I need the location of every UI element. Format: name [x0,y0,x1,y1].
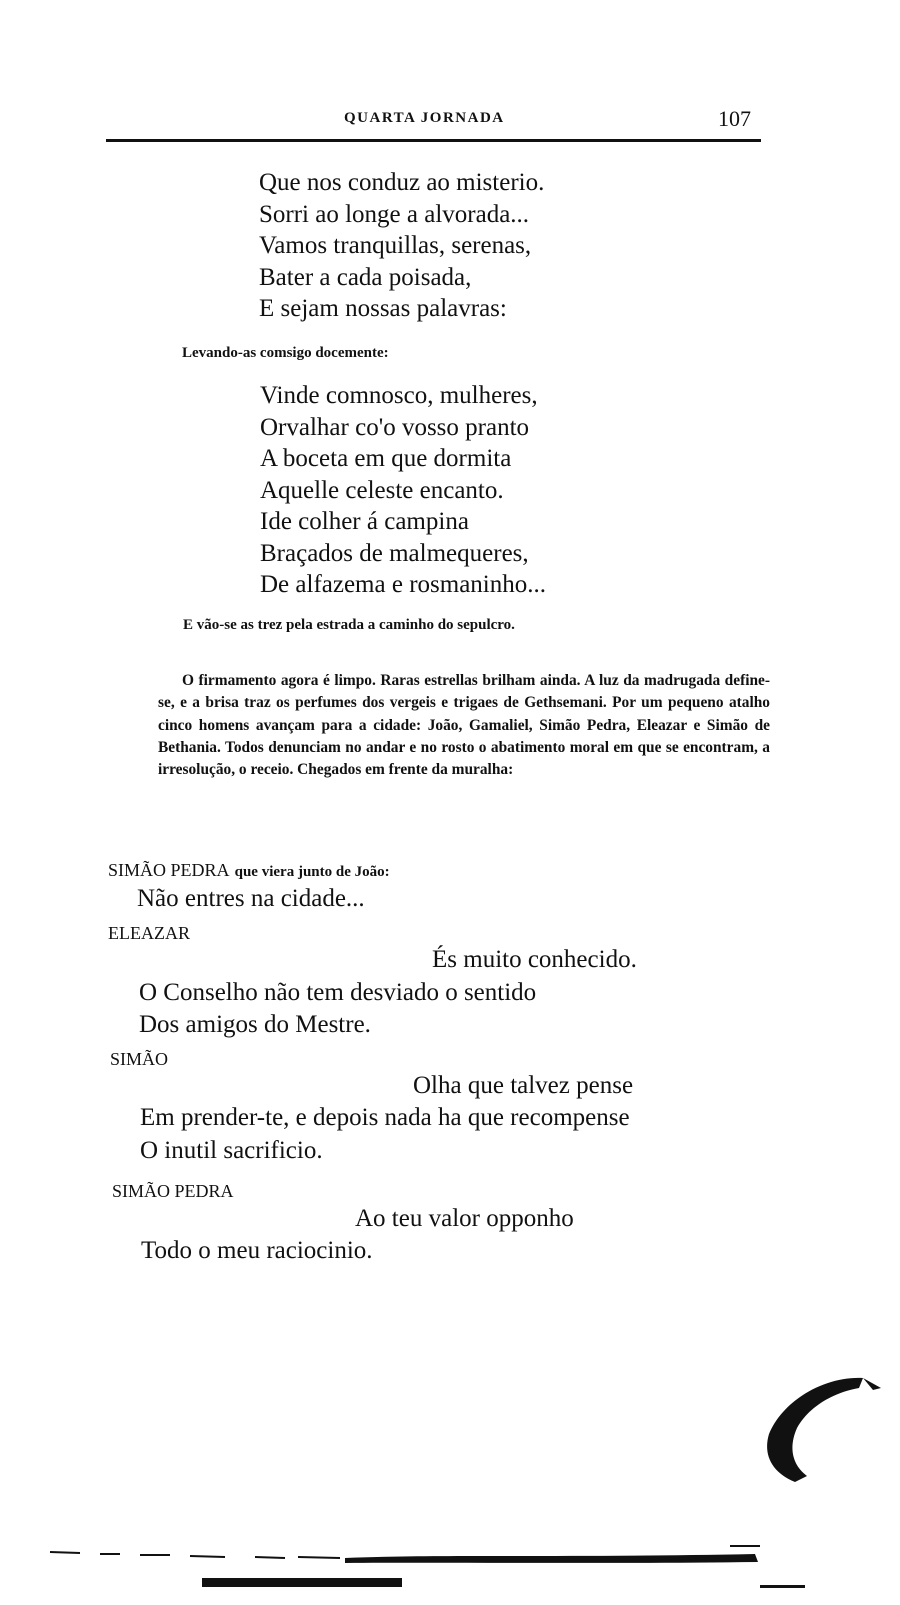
stage-direction: E vão-se as trez pela estrada a caminho do sepulcro. [183,617,515,633]
speaker-name: ELEAZAR [108,923,190,943]
scan-noise-strip [40,1540,780,1580]
verse-line: Ide colher á campina [260,508,469,535]
header-rule [106,139,761,142]
verse-line: Sorri ao longe a alvorada... [259,201,530,228]
speaker-name: SIMÃO PEDRA [112,1181,234,1201]
verse-line: Vinde comnosco, mulheres, [260,382,538,409]
verse-line: Que nos conduz ao misterio. [259,169,545,196]
speaker-name: SIMÃO [110,1049,169,1069]
verse-line: Orvalhar co'o vosso pranto [260,414,530,441]
dialogue-line: O inutil sacrificio. [140,1137,323,1164]
speaker-name: SIMÃO PEDRA [108,860,230,880]
dialogue-line: Todo o meu raciocinio. [141,1237,373,1264]
dialogue-line: O Conselho não tem desviado o sentido [139,979,537,1006]
stage-direction: Levando-as comsigo docemente: [182,345,389,361]
stage-paragraph-text: O firmamento agora é limpo. Raras estrellas brilham ainda. A luz da madrugada define-se, e a brisa traz os perfumes dos vergeis e trigaes de Gethsemani. Por um pequeno atalho cinco homens avançam para a cidade: João, Gamaliel, Simão Pedra, Eleazar e Simão de Bethania. Todos denunciam no andar e no rosto o abatimento moral em que se encontram, a irresolução, o receio. Chegados em frente da muralha: [158,672,770,779]
page-number: 107 [718,106,751,131]
speaker-heading [108,860,390,881]
verse-line: E sejam nossas palavras: [259,295,507,322]
dialogue-line: Em prender-te, e depois nada ha que recompense [140,1104,630,1131]
stage-paragraph [158,670,770,781]
verse-line: Braçados de malmequeres, [260,540,529,567]
scan-smudge-shape [755,1372,885,1487]
scan-smudge-mark [760,1585,805,1588]
dialogue-line: Não entres na cidade... [137,885,365,912]
dialogue-line: És muito conhecido. [432,946,637,973]
verse-line: De alfazema e rosmaninho... [260,571,546,598]
verse-line: Aquelle celeste encanto. [260,477,504,504]
running-head: QUARTA JORNADA [344,110,505,126]
dialogue-line: Dos amigos do Mestre. [139,1011,371,1038]
verse-line: Vamos tranquillas, serenas, [259,232,532,259]
speaker-note: que viera junto de João: [234,864,390,880]
dialogue-line: Olha que talvez pense [413,1072,634,1099]
verse-line: A boceta em que dormita [260,445,512,472]
verse-line: Bater a cada poisada, [259,264,472,291]
dialogue-line: Ao teu valor opponho [355,1205,574,1232]
